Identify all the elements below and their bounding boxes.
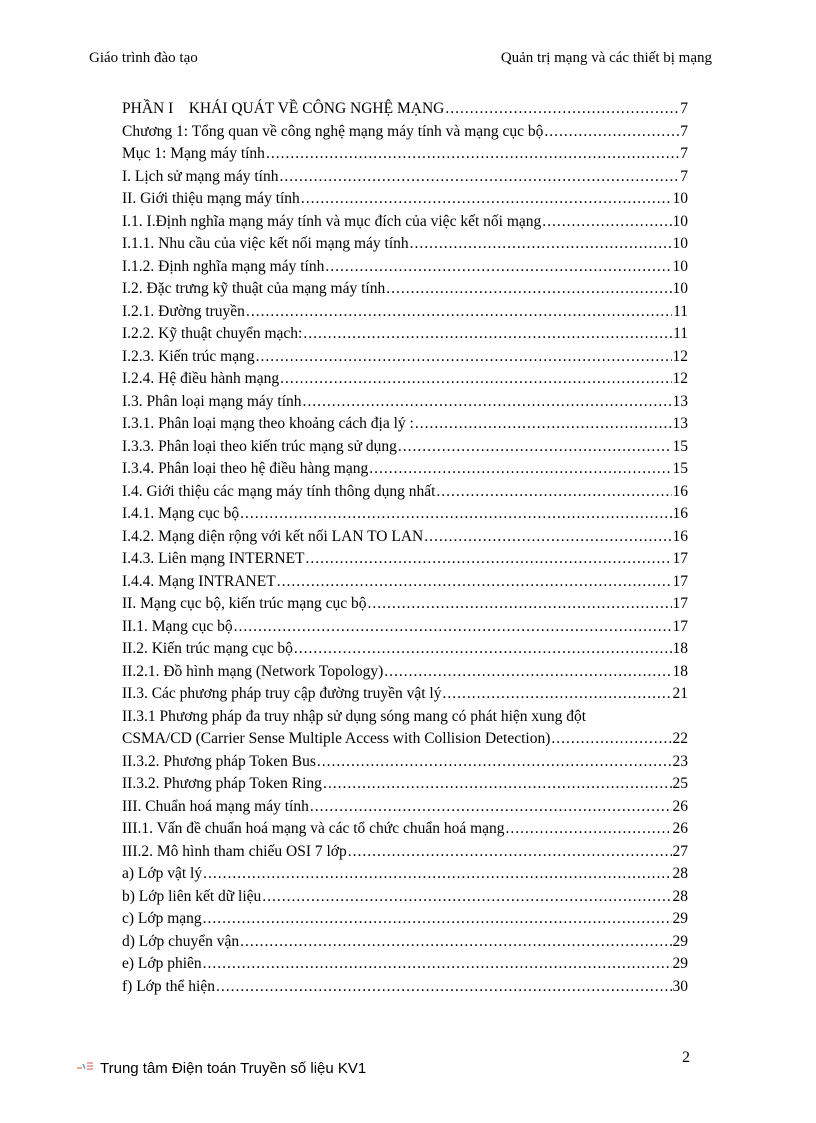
toc-entry-page: 11 bbox=[673, 325, 688, 342]
dot-leader bbox=[410, 233, 672, 256]
toc-entry-page: 16 bbox=[672, 505, 688, 522]
toc-entry-label: I.4.4. Mạng INTRANET bbox=[122, 572, 276, 590]
toc-entry-page: 23 bbox=[672, 752, 688, 770]
toc-entry-page: 29 bbox=[672, 932, 688, 950]
toc-entry-page: 18 bbox=[672, 662, 688, 680]
toc-entry-page: 11 bbox=[673, 302, 688, 320]
dot-leader bbox=[266, 143, 679, 166]
toc-entry bbox=[122, 841, 688, 864]
dot-leader bbox=[240, 503, 671, 526]
dot-leader bbox=[442, 683, 671, 706]
toc-entry-page: 7 bbox=[680, 167, 688, 185]
dot-leader bbox=[424, 526, 671, 549]
dot-leader bbox=[367, 593, 671, 616]
toc-entry bbox=[122, 953, 688, 976]
toc-entry-page: 7 bbox=[680, 100, 688, 117]
toc-entry bbox=[122, 323, 688, 346]
footer bbox=[76, 1060, 366, 1077]
dot-leader bbox=[216, 976, 672, 999]
dot-leader bbox=[301, 188, 672, 211]
toc-entry bbox=[122, 548, 688, 571]
dot-leader bbox=[317, 751, 672, 774]
toc-entry bbox=[122, 976, 688, 999]
toc-entry-label: I.1.1. Nhu cầu của việc kết nối mạng máy tính bbox=[122, 235, 409, 252]
toc-entry-label: Mục 1: Mạng máy tính bbox=[122, 145, 265, 162]
toc-entry-label: I.2.2. Kỹ thuật chuyển mạch: bbox=[122, 325, 303, 342]
dot-leader bbox=[280, 368, 671, 391]
toc-entry bbox=[122, 436, 688, 459]
toc-entry-page: 26 bbox=[672, 797, 688, 815]
toc-entry-page: 28 bbox=[672, 865, 688, 882]
toc-entry bbox=[122, 98, 688, 121]
toc-entry-label: d) Lớp chuyển vận bbox=[122, 932, 240, 950]
dot-leader bbox=[398, 436, 672, 459]
toc-entry bbox=[122, 233, 688, 256]
dot-leader bbox=[256, 346, 672, 369]
header-left: Giáo trình đào tạo bbox=[89, 50, 198, 66]
toc-entry bbox=[122, 346, 688, 369]
toc-entry-page: 10 bbox=[672, 257, 688, 275]
toc-entry bbox=[122, 278, 688, 301]
toc-entry-label: I.1.2. Định nghĩa mạng máy tính bbox=[122, 257, 325, 275]
dot-leader bbox=[384, 661, 671, 684]
dot-leader bbox=[323, 773, 672, 796]
toc-entry-page: 15 bbox=[672, 460, 688, 477]
toc-entry bbox=[122, 661, 688, 684]
toc-entry-label: e) Lớp phiên bbox=[122, 955, 202, 972]
toc-entry bbox=[122, 773, 688, 796]
toc-entry bbox=[122, 683, 688, 706]
toc-entry-page: 16 bbox=[672, 527, 688, 545]
toc-entry bbox=[122, 503, 688, 526]
toc-entry-label: II.1. Mạng cục bộ bbox=[122, 617, 233, 635]
toc-entry bbox=[122, 526, 688, 549]
toc-entry-label: I. Lịch sử mạng máy tính bbox=[122, 167, 279, 185]
toc-entry-label-continued: CSMA/CD (Carrier Sense Multiple Access with Collision Detection) bbox=[122, 730, 551, 747]
toc-entry bbox=[122, 458, 688, 481]
toc-entry bbox=[122, 706, 688, 751]
toc-entry-label: b) Lớp liên kết dữ liệu bbox=[122, 887, 262, 905]
dot-leader bbox=[369, 458, 671, 481]
kv1-logo-icon bbox=[76, 1061, 94, 1071]
toc-entry-label: II.3. Các phương pháp truy cập đường truyền vật lý bbox=[122, 685, 442, 702]
toc-entry-page: 30 bbox=[672, 977, 688, 995]
toc-entry-page: 17 bbox=[672, 617, 688, 635]
dot-leader bbox=[325, 256, 671, 279]
toc-entry-page: 25 bbox=[672, 775, 688, 792]
toc-entry-label: f) Lớp thể hiện bbox=[122, 977, 215, 995]
toc-entry bbox=[122, 256, 688, 279]
toc-entry-label: II.3.1 Phương pháp đa truy nhập sử dụng sóng mang có phát hiện xung đột bbox=[122, 707, 587, 725]
toc-entry-page: 13 bbox=[672, 392, 688, 410]
page-number: 2 bbox=[682, 1049, 690, 1066]
dot-leader bbox=[277, 571, 672, 594]
toc-entry-label: I.3.4. Phân loại theo hệ điều hàng mạng bbox=[122, 460, 369, 477]
toc-entry-label: I.1. I.Định nghĩa mạng máy tính và mục đích của việc kết nối mạng bbox=[122, 212, 542, 230]
toc-entry bbox=[122, 211, 688, 234]
toc-entry-label: II.3.2. Phương pháp Token Ring bbox=[122, 775, 322, 792]
toc-entry-page: 26 bbox=[672, 820, 688, 837]
toc-entry-page: 7 bbox=[680, 122, 688, 140]
dot-leader bbox=[445, 98, 679, 121]
toc-entry-page: 22 bbox=[672, 730, 688, 747]
toc-entry-page: 21 bbox=[672, 685, 688, 702]
toc-entry-label: I.2.1. Đường truyền bbox=[122, 302, 245, 320]
dot-leader bbox=[234, 616, 672, 639]
dot-leader bbox=[303, 323, 672, 346]
toc-entry-label: I.3.3. Phân loại theo kiến trúc mạng sử dụng bbox=[122, 437, 397, 455]
toc-entry-label: Chương 1: Tổng quan về công nghệ mạng máy tính và mạng cục bộ bbox=[122, 122, 544, 140]
toc-entry-page: 10 bbox=[672, 235, 688, 252]
toc-entry-page: 10 bbox=[672, 212, 688, 230]
dot-leader bbox=[310, 796, 672, 819]
table-of-contents bbox=[122, 98, 688, 998]
toc-entry-page: 10 bbox=[672, 280, 688, 297]
toc-entry-page: 17 bbox=[672, 550, 688, 567]
toc-entry-page: 18 bbox=[672, 640, 688, 657]
toc-entry-page: 13 bbox=[672, 415, 688, 432]
toc-entry-page: 29 bbox=[672, 910, 688, 927]
toc-entry-label: II. Giới thiệu mạng máy tính bbox=[122, 190, 300, 207]
toc-entry-label: c) Lớp mạng bbox=[122, 910, 202, 927]
toc-entry-label: I.2.4. Hệ điều hành mạng bbox=[122, 370, 280, 387]
dot-leader bbox=[279, 166, 679, 189]
toc-entry-label: I.2.3. Kiến trúc mạng bbox=[122, 347, 255, 365]
dot-leader bbox=[348, 841, 672, 864]
dot-leader bbox=[306, 548, 672, 571]
dot-leader bbox=[203, 908, 672, 931]
dot-leader bbox=[262, 886, 671, 909]
toc-entry-page: 29 bbox=[672, 955, 688, 972]
toc-entry-page: 27 bbox=[672, 842, 688, 860]
dot-leader bbox=[203, 953, 672, 976]
toc-entry bbox=[122, 391, 688, 414]
toc-entry-label: II.3.2. Phương pháp Token Bus bbox=[122, 752, 316, 770]
toc-entry bbox=[122, 908, 688, 931]
toc-entry-label: I.2. Đặc trưng kỹ thuật của mạng máy tính bbox=[122, 280, 386, 297]
toc-entry bbox=[122, 593, 688, 616]
dot-leader bbox=[542, 211, 671, 234]
toc-entry-label: I.4.2. Mạng diện rộng với kết nối LAN TO LAN bbox=[122, 527, 424, 545]
dot-leader bbox=[240, 931, 671, 954]
toc-entry-label: II.2. Kiến trúc mạng cục bộ bbox=[122, 640, 293, 657]
dot-leader bbox=[294, 638, 672, 661]
toc-entry-page: 16 bbox=[672, 482, 688, 500]
toc-entry bbox=[122, 301, 688, 324]
dot-leader bbox=[551, 728, 671, 751]
toc-entry bbox=[122, 368, 688, 391]
toc-entry bbox=[122, 143, 688, 166]
toc-entry bbox=[122, 796, 688, 819]
toc-entry-page: 7 bbox=[680, 145, 688, 162]
footer-text: Trung tâm Điện toán Truyền số liệu KV1 bbox=[100, 1060, 367, 1077]
dot-leader bbox=[203, 863, 671, 886]
dot-leader bbox=[506, 818, 672, 841]
toc-entry-label: I.4.3. Liên mạng INTERNET bbox=[122, 550, 305, 567]
toc-entry bbox=[122, 481, 688, 504]
toc-entry-label: III.2. Mô hình tham chiếu OSI 7 lớp bbox=[122, 842, 347, 860]
toc-entry bbox=[122, 751, 688, 774]
toc-entry-label: PHẦN I KHÁI QUÁT VỀ CÔNG NGHỆ MẠNG bbox=[122, 100, 445, 117]
toc-entry bbox=[122, 931, 688, 954]
dot-leader bbox=[386, 278, 671, 301]
toc-entry bbox=[122, 616, 688, 639]
toc-entry-label: I.4.1. Mạng cục bộ bbox=[122, 505, 240, 522]
toc-entry-label: II. Mạng cục bộ, kiến trúc mạng cục bộ bbox=[122, 595, 367, 612]
toc-entry bbox=[122, 863, 688, 886]
toc-entry bbox=[122, 818, 688, 841]
toc-entry-page: 12 bbox=[672, 370, 688, 387]
toc-entry bbox=[122, 571, 688, 594]
toc-entry-page: 12 bbox=[672, 347, 688, 365]
toc-entry-label: I.3.1. Phân loại mạng theo khoảng cách địa lý : bbox=[122, 415, 414, 432]
toc-entry bbox=[122, 166, 688, 189]
toc-entry-label: II.2.1. Đồ hình mạng (Network Topology) bbox=[122, 662, 384, 680]
toc-entry bbox=[122, 188, 688, 211]
toc-entry-label: a) Lớp vật lý bbox=[122, 865, 203, 882]
toc-entry-page: 10 bbox=[672, 190, 688, 207]
toc-entry-page: 17 bbox=[672, 572, 688, 590]
dot-leader bbox=[544, 121, 679, 144]
toc-entry-label: I.4. Giới thiệu các mạng máy tính thông dụng nhất bbox=[122, 482, 436, 500]
toc-entry-label: III.1. Vấn đề chuẩn hoá mạng và các tổ chức chuẩn hoá mạng bbox=[122, 820, 505, 837]
toc-entry-page: 17 bbox=[672, 595, 688, 612]
dot-leader bbox=[303, 391, 672, 414]
dot-leader bbox=[246, 301, 672, 324]
toc-entry-page: 15 bbox=[672, 437, 688, 455]
dot-leader bbox=[415, 413, 672, 436]
toc-entry-page: 28 bbox=[672, 887, 688, 905]
toc-entry bbox=[122, 121, 688, 144]
toc-entry bbox=[122, 886, 688, 909]
toc-entry bbox=[122, 638, 688, 661]
header-right: Quản trị mạng và các thiết bị mạng bbox=[500, 50, 712, 66]
toc-entry-label: III. Chuẩn hoá mạng máy tính bbox=[122, 797, 309, 815]
dot-leader bbox=[436, 481, 671, 504]
toc-entry bbox=[122, 413, 688, 436]
toc-entry-label: I.3. Phân loại mạng máy tính bbox=[122, 392, 302, 410]
